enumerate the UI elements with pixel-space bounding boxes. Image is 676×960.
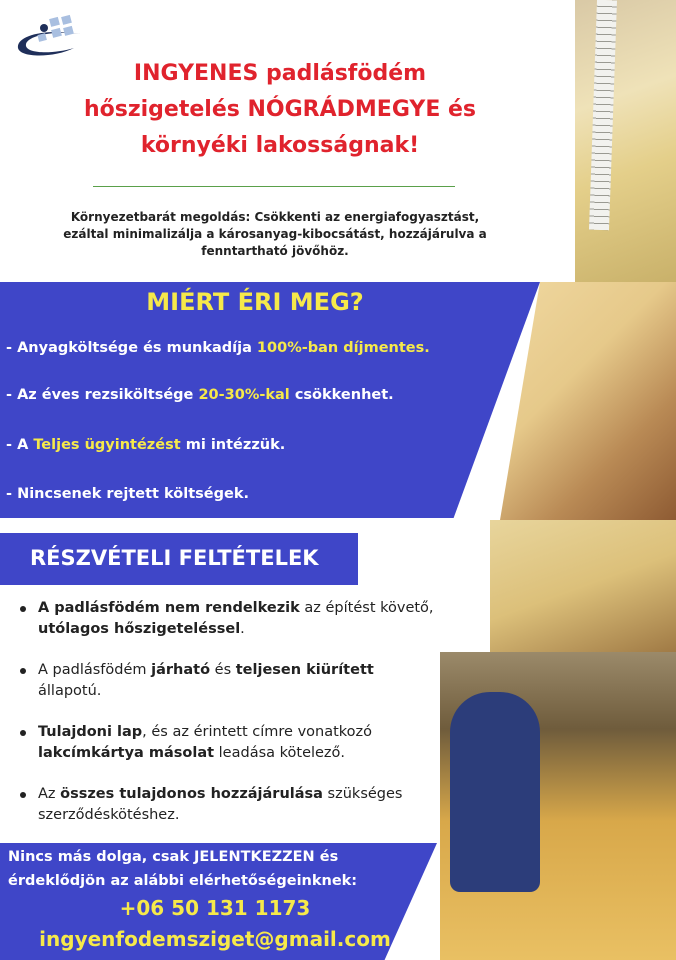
headline-line: környéki lakosságnak! bbox=[140, 133, 420, 158]
intro-text: Környezetbarát megoldás: Csökkenti az energiafogyasztást, ezáltal minimalizálja a károsanyag-kibocsátást, hozzájárulva a fenntartható jövőhöz. bbox=[63, 210, 487, 258]
why-text: - Az éves rezsiköltsége bbox=[6, 387, 199, 403]
worker-installing-photo bbox=[440, 652, 676, 960]
bold-text: járható bbox=[151, 662, 211, 678]
measuring-tape bbox=[589, 0, 617, 230]
why-item bbox=[6, 437, 285, 453]
email-address[interactable]: ingyenfodemsziget@gmail.com bbox=[39, 927, 391, 951]
text: és bbox=[210, 662, 236, 678]
divider bbox=[93, 186, 455, 187]
condition-item bbox=[20, 722, 440, 764]
text: . bbox=[240, 621, 245, 637]
bold-text: utólagos hőszigeteléssel bbox=[38, 621, 241, 637]
insulation-roll-photo bbox=[490, 520, 676, 652]
insulation-measuring-photo bbox=[575, 0, 676, 282]
headline-line: hőszigetelés NÓGRÁDMEGYE és bbox=[83, 97, 477, 122]
contact-prompt: Nincs más dolga, csak JELENTKEZZEN és érdeklődjön az alábbi elérhetőségeinknek: bbox=[8, 849, 358, 889]
why-highlight: 20-30%-kal bbox=[198, 387, 290, 403]
why-text: - Nincsenek rejtett költségek. bbox=[6, 486, 249, 502]
why-text: mi intézzük. bbox=[180, 437, 286, 453]
text: leadása kötelező. bbox=[214, 745, 346, 761]
condition-item bbox=[20, 660, 440, 702]
bold-text: Tulajdoni lap bbox=[38, 724, 143, 740]
text: állapotú. bbox=[38, 683, 102, 699]
bold-text: lakcímkártya másolat bbox=[38, 745, 215, 761]
text: szükséges szerződéskötéshez. bbox=[38, 786, 403, 823]
why-text: csökkenhet. bbox=[289, 387, 394, 403]
phone-number[interactable]: +06 50 131 1173 bbox=[119, 896, 311, 920]
why-highlight: Teljes ügyintézést bbox=[33, 437, 181, 453]
text: , és az érintett címre vonatkozó bbox=[142, 724, 373, 740]
headline-line: INGYENES padlásfödém bbox=[133, 61, 427, 86]
company-logo-icon bbox=[14, 14, 84, 56]
conditions-list bbox=[20, 598, 440, 846]
condition-item bbox=[20, 784, 440, 826]
why-text: - A bbox=[6, 437, 34, 453]
why-item bbox=[6, 387, 394, 403]
why-title: MIÉRT ÉRI MEG? bbox=[146, 288, 364, 316]
main-headline bbox=[60, 56, 500, 164]
why-highlight: 100%-ban díjmentes. bbox=[256, 340, 430, 356]
condition-item bbox=[20, 598, 440, 640]
bold-text: teljesen kiürített bbox=[235, 662, 374, 678]
bold-text: összes tulajdonos hozzájárulása bbox=[60, 786, 323, 802]
text: az építést követő, bbox=[299, 600, 434, 616]
conditions-title: RÉSZVÉTELI FELTÉTELEK bbox=[30, 546, 319, 570]
worker-figure bbox=[450, 692, 540, 892]
text: Az bbox=[38, 786, 61, 802]
why-item bbox=[6, 340, 430, 356]
why-text: - Anyagköltsége és munkadíja bbox=[6, 340, 257, 356]
why-item bbox=[6, 486, 249, 502]
text: A padlásfödém bbox=[38, 662, 152, 678]
bold-text: A padlásfödém nem rendelkezik bbox=[38, 600, 300, 616]
